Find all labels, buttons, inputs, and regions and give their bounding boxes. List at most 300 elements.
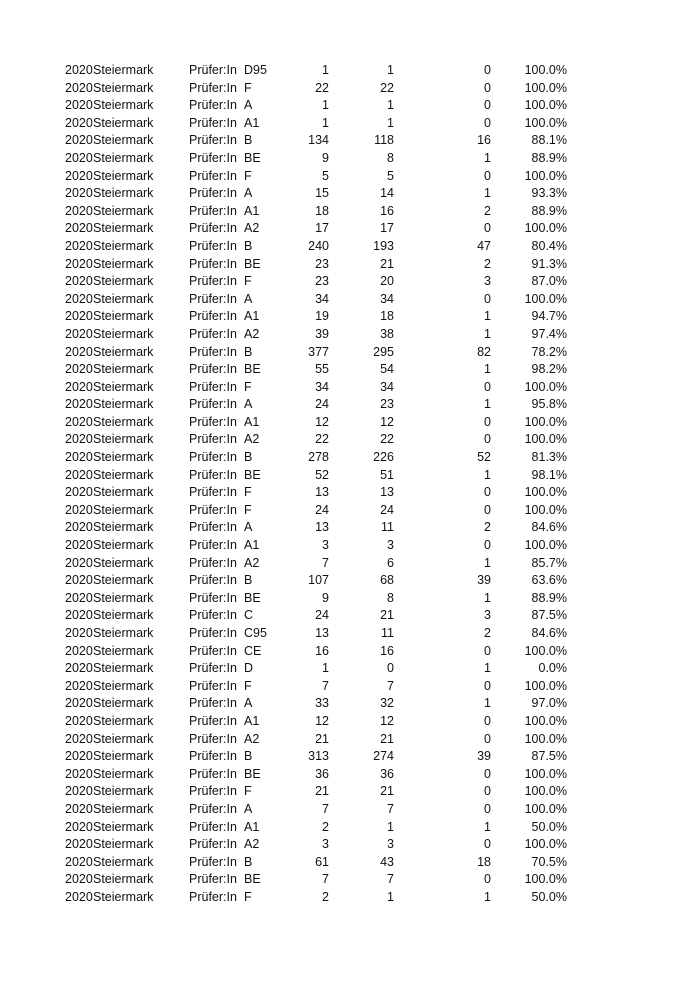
role-cell: Prüfer:In <box>189 608 237 623</box>
failed-count-cell: 1 <box>484 590 491 605</box>
table-row <box>0 150 700 168</box>
role-cell: Prüfer:In <box>189 344 237 359</box>
license-class-cell: A1 <box>244 538 260 553</box>
role-cell: Prüfer:In <box>189 520 237 535</box>
role-cell: Prüfer:In <box>189 256 237 271</box>
year-cell: 2020 <box>65 819 93 834</box>
pass-rate-cell: 100.0% <box>524 837 567 852</box>
year-cell: 2020 <box>65 573 93 588</box>
table-row <box>0 889 700 907</box>
year-cell: 2020 <box>65 678 93 693</box>
region-cell: Steiermark <box>93 362 154 377</box>
total-count-cell: 1 <box>322 661 329 676</box>
year-cell: 2020 <box>65 643 93 658</box>
year-cell: 2020 <box>65 467 93 482</box>
table-row <box>0 801 700 819</box>
role-cell: Prüfer:In <box>189 168 237 183</box>
failed-count-cell: 0 <box>484 713 491 728</box>
failed-count-cell: 1 <box>484 150 491 165</box>
table-row <box>0 572 700 590</box>
table-row <box>0 132 700 150</box>
license-class-cell: A <box>244 186 253 201</box>
role-cell: Prüfer:In <box>189 819 237 834</box>
total-count-cell: 21 <box>315 784 329 799</box>
license-class-cell: A1 <box>244 819 260 834</box>
region-cell: Steiermark <box>93 379 154 394</box>
failed-count-cell: 39 <box>477 749 491 764</box>
table-row <box>0 220 700 238</box>
passed-count-cell: 13 <box>380 485 394 500</box>
failed-count-cell: 3 <box>484 274 491 289</box>
license-class-cell: C <box>244 608 254 623</box>
total-count-cell: 3 <box>322 837 329 852</box>
total-count-cell: 52 <box>315 467 329 482</box>
passed-count-cell: 11 <box>381 626 394 640</box>
table-row <box>0 484 700 502</box>
table-row <box>0 168 700 186</box>
total-count-cell: 240 <box>308 238 329 253</box>
table-row <box>0 203 700 221</box>
region-cell: Steiermark <box>93 608 154 623</box>
region-cell: Steiermark <box>93 784 154 799</box>
region-cell: Steiermark <box>93 678 154 693</box>
table-row <box>0 643 700 661</box>
role-cell: Prüfer:In <box>189 766 237 781</box>
failed-count-cell: 0 <box>484 221 491 236</box>
failed-count-cell: 52 <box>477 450 491 465</box>
year-cell: 2020 <box>65 238 93 253</box>
pass-rate-cell: 100.0% <box>524 731 567 746</box>
passed-count-cell: 118 <box>374 133 394 148</box>
pass-rate-cell: 100.0% <box>524 784 567 799</box>
year-cell: 2020 <box>65 98 93 113</box>
region-cell: Steiermark <box>93 186 154 201</box>
license-class-cell: F <box>244 678 252 693</box>
role-cell: Prüfer:In <box>189 309 237 324</box>
region-cell: Steiermark <box>93 168 154 183</box>
region-cell: Steiermark <box>93 450 154 465</box>
pass-rate-cell: 50.0% <box>531 889 567 904</box>
license-class-cell: C95 <box>244 626 267 640</box>
table-row <box>0 783 700 801</box>
year-cell: 2020 <box>65 115 93 130</box>
pass-rate-cell: 100.0% <box>524 538 567 553</box>
year-cell: 2020 <box>65 713 93 728</box>
role-cell: Prüfer:In <box>189 801 237 816</box>
total-count-cell: 313 <box>308 749 329 764</box>
table-row <box>0 537 700 555</box>
pass-rate-cell: 84.6% <box>531 626 567 640</box>
year-cell: 2020 <box>65 590 93 605</box>
passed-count-cell: 5 <box>387 168 394 183</box>
region-cell: Steiermark <box>93 749 154 764</box>
license-class-cell: A2 <box>244 326 260 341</box>
total-count-cell: 23 <box>315 274 329 289</box>
pass-rate-cell: 100.0% <box>524 221 567 236</box>
year-cell: 2020 <box>65 256 93 271</box>
license-class-cell: A <box>244 98 253 113</box>
year-cell: 2020 <box>65 362 93 377</box>
year-cell: 2020 <box>65 749 93 764</box>
failed-count-cell: 1 <box>484 696 491 711</box>
license-class-cell: F <box>244 784 252 799</box>
region-cell: Steiermark <box>93 661 154 676</box>
role-cell: Prüfer:In <box>189 854 237 869</box>
table-row <box>0 607 700 625</box>
table-row <box>0 625 700 643</box>
failed-count-cell: 3 <box>484 608 491 623</box>
total-count-cell: 9 <box>322 590 329 605</box>
failed-count-cell: 0 <box>484 678 491 693</box>
total-count-cell: 107 <box>308 573 329 588</box>
table-row <box>0 115 700 133</box>
table-row <box>0 291 700 309</box>
passed-count-cell: 0 <box>387 661 394 676</box>
region-cell: Steiermark <box>93 150 154 165</box>
role-cell: Prüfer:In <box>189 626 237 640</box>
pass-rate-cell: 100.0% <box>524 98 567 113</box>
failed-count-cell: 0 <box>484 379 491 394</box>
pass-rate-cell: 94.7% <box>531 309 567 324</box>
table-row <box>0 431 700 449</box>
failed-count-cell: 39 <box>477 573 491 588</box>
passed-count-cell: 22 <box>380 432 394 447</box>
role-cell: Prüfer:In <box>189 696 237 711</box>
failed-count-cell: 82 <box>477 344 491 359</box>
passed-count-cell: 24 <box>380 502 394 517</box>
table-row <box>0 854 700 872</box>
license-class-cell: F <box>244 502 252 517</box>
region-cell: Steiermark <box>93 889 154 904</box>
table-row <box>0 660 700 678</box>
failed-count-cell: 0 <box>484 731 491 746</box>
role-cell: Prüfer:In <box>189 678 237 693</box>
table-row <box>0 695 700 713</box>
pass-rate-cell: 88.1% <box>531 133 567 148</box>
license-class-cell: A <box>244 801 253 816</box>
region-cell: Steiermark <box>93 766 154 781</box>
passed-count-cell: 38 <box>380 326 394 341</box>
table-row <box>0 396 700 414</box>
passed-count-cell: 8 <box>387 590 394 605</box>
passed-count-cell: 6 <box>387 555 394 570</box>
failed-count-cell: 0 <box>484 643 491 658</box>
table-row <box>0 238 700 256</box>
region-cell: Steiermark <box>93 502 154 517</box>
year-cell: 2020 <box>65 485 93 500</box>
year-cell: 2020 <box>65 186 93 201</box>
year-cell: 2020 <box>65 168 93 183</box>
passed-count-cell: 32 <box>380 696 394 711</box>
passed-count-cell: 226 <box>373 450 394 465</box>
table-row <box>0 80 700 98</box>
pass-rate-cell: 95.8% <box>531 397 567 412</box>
license-class-cell: A2 <box>244 221 260 236</box>
pass-rate-cell: 84.6% <box>531 520 567 535</box>
total-count-cell: 7 <box>322 801 329 816</box>
role-cell: Prüfer:In <box>189 397 237 412</box>
role-cell: Prüfer:In <box>189 555 237 570</box>
role-cell: Prüfer:In <box>189 502 237 517</box>
failed-count-cell: 1 <box>484 661 491 676</box>
year-cell: 2020 <box>65 432 93 447</box>
data-table <box>0 62 700 907</box>
failed-count-cell: 1 <box>484 326 491 341</box>
failed-count-cell: 0 <box>484 63 491 77</box>
role-cell: Prüfer:In <box>189 643 237 658</box>
failed-count-cell: 1 <box>484 362 491 377</box>
failed-count-cell: 0 <box>484 115 491 130</box>
pass-rate-cell: 97.4% <box>531 326 567 341</box>
failed-count-cell: 1 <box>484 467 491 482</box>
total-count-cell: 13 <box>315 520 329 535</box>
region-cell: Steiermark <box>93 713 154 728</box>
pass-rate-cell: 100.0% <box>524 502 567 517</box>
failed-count-cell: 0 <box>484 766 491 781</box>
passed-count-cell: 54 <box>380 362 394 377</box>
role-cell: Prüfer:In <box>189 713 237 728</box>
total-count-cell: 18 <box>315 203 329 218</box>
year-cell: 2020 <box>65 502 93 517</box>
region-cell: Steiermark <box>93 221 154 236</box>
pass-rate-cell: 88.9% <box>531 203 567 218</box>
license-class-cell: B <box>244 133 253 148</box>
passed-count-cell: 193 <box>373 238 394 253</box>
total-count-cell: 2 <box>322 889 329 904</box>
total-count-cell: 2 <box>322 819 329 834</box>
passed-count-cell: 16 <box>380 643 394 658</box>
license-class-cell: F <box>244 168 252 183</box>
pass-rate-cell: 100.0% <box>524 414 567 429</box>
year-cell: 2020 <box>65 133 93 148</box>
license-class-cell: A1 <box>244 203 260 218</box>
region-cell: Steiermark <box>93 573 154 588</box>
year-cell: 2020 <box>65 766 93 781</box>
role-cell: Prüfer:In <box>189 485 237 500</box>
role-cell: Prüfer:In <box>189 837 237 852</box>
role-cell: Prüfer:In <box>189 186 237 201</box>
total-count-cell: 33 <box>315 696 329 711</box>
year-cell: 2020 <box>65 274 93 289</box>
license-class-cell: A1 <box>244 713 260 728</box>
region-cell: Steiermark <box>93 115 154 130</box>
total-count-cell: 7 <box>322 678 329 693</box>
passed-count-cell: 16 <box>380 203 394 218</box>
total-count-cell: 12 <box>315 713 329 728</box>
failed-count-cell: 1 <box>484 889 491 904</box>
license-class-cell: F <box>244 485 252 500</box>
total-count-cell: 24 <box>315 608 329 623</box>
failed-count-cell: 0 <box>484 538 491 553</box>
failed-count-cell: 18 <box>477 854 491 869</box>
region-cell: Steiermark <box>93 397 154 412</box>
year-cell: 2020 <box>65 203 93 218</box>
year-cell: 2020 <box>65 538 93 553</box>
pass-rate-cell: 98.2% <box>531 362 567 377</box>
year-cell: 2020 <box>65 837 93 852</box>
table-row <box>0 502 700 520</box>
license-class-cell: D <box>244 661 254 676</box>
table-row <box>0 361 700 379</box>
role-cell: Prüfer:In <box>189 379 237 394</box>
region-cell: Steiermark <box>93 133 154 148</box>
license-class-cell: BE <box>244 590 261 605</box>
year-cell: 2020 <box>65 291 93 306</box>
passed-count-cell: 43 <box>380 854 394 869</box>
passed-count-cell: 3 <box>387 538 394 553</box>
pass-rate-cell: 78.2% <box>531 344 567 359</box>
license-class-cell: B <box>244 238 253 253</box>
passed-count-cell: 7 <box>387 801 394 816</box>
total-count-cell: 24 <box>315 502 329 517</box>
year-cell: 2020 <box>65 397 93 412</box>
passed-count-cell: 3 <box>387 837 394 852</box>
failed-count-cell: 0 <box>484 291 491 306</box>
year-cell: 2020 <box>65 309 93 324</box>
total-count-cell: 36 <box>315 766 329 781</box>
license-class-cell: A <box>244 696 253 711</box>
pass-rate-cell: 87.5% <box>531 749 567 764</box>
failed-count-cell: 1 <box>484 555 491 570</box>
license-class-cell: A1 <box>244 309 260 324</box>
year-cell: 2020 <box>65 414 93 429</box>
total-count-cell: 12 <box>315 414 329 429</box>
failed-count-cell: 1 <box>484 819 491 834</box>
license-class-cell: BE <box>244 150 261 165</box>
total-count-cell: 1 <box>322 63 329 77</box>
failed-count-cell: 0 <box>484 502 491 517</box>
pass-rate-cell: 100.0% <box>524 115 567 130</box>
passed-count-cell: 14 <box>380 186 394 201</box>
passed-count-cell: 68 <box>380 573 394 588</box>
region-cell: Steiermark <box>93 643 154 658</box>
total-count-cell: 1 <box>322 115 329 130</box>
year-cell: 2020 <box>65 326 93 341</box>
total-count-cell: 22 <box>315 432 329 447</box>
total-count-cell: 34 <box>315 291 329 306</box>
passed-count-cell: 1 <box>387 63 394 77</box>
total-count-cell: 39 <box>315 326 329 341</box>
year-cell: 2020 <box>65 696 93 711</box>
license-class-cell: D95 <box>244 63 267 77</box>
region-cell: Steiermark <box>93 63 154 77</box>
table-row <box>0 748 700 766</box>
total-count-cell: 15 <box>315 186 329 201</box>
region-cell: Steiermark <box>93 80 154 95</box>
year-cell: 2020 <box>65 608 93 623</box>
passed-count-cell: 1 <box>387 115 394 130</box>
pass-rate-cell: 100.0% <box>524 872 567 887</box>
pass-rate-cell: 88.9% <box>531 590 567 605</box>
table-row <box>0 713 700 731</box>
total-count-cell: 278 <box>308 450 329 465</box>
role-cell: Prüfer:In <box>189 784 237 799</box>
license-class-cell: B <box>244 749 253 764</box>
role-cell: Prüfer:In <box>189 872 237 887</box>
table-row <box>0 871 700 889</box>
passed-count-cell: 1 <box>387 98 394 113</box>
year-cell: 2020 <box>65 801 93 816</box>
passed-count-cell: 34 <box>380 291 394 306</box>
pass-rate-cell: 88.9% <box>531 150 567 165</box>
passed-count-cell: 22 <box>380 80 394 95</box>
pass-rate-cell: 85.7% <box>531 555 567 570</box>
failed-count-cell: 2 <box>484 203 491 218</box>
role-cell: Prüfer:In <box>189 749 237 764</box>
role-cell: Prüfer:In <box>189 467 237 482</box>
year-cell: 2020 <box>65 784 93 799</box>
passed-count-cell: 12 <box>380 414 394 429</box>
total-count-cell: 377 <box>308 344 329 359</box>
table-row <box>0 555 700 573</box>
pass-rate-cell: 93.3% <box>531 186 567 201</box>
passed-count-cell: 11 <box>381 520 394 535</box>
failed-count-cell: 0 <box>484 872 491 887</box>
table-row <box>0 326 700 344</box>
pass-rate-cell: 0.0% <box>538 661 567 676</box>
passed-count-cell: 21 <box>380 608 394 623</box>
pass-rate-cell: 100.0% <box>524 801 567 816</box>
passed-count-cell: 12 <box>380 713 394 728</box>
total-count-cell: 22 <box>315 80 329 95</box>
pass-rate-cell: 70.5% <box>531 854 567 869</box>
total-count-cell: 61 <box>315 854 329 869</box>
failed-count-cell: 2 <box>484 626 491 640</box>
role-cell: Prüfer:In <box>189 661 237 676</box>
total-count-cell: 55 <box>315 362 329 377</box>
pass-rate-cell: 100.0% <box>524 766 567 781</box>
failed-count-cell: 0 <box>484 414 491 429</box>
role-cell: Prüfer:In <box>189 291 237 306</box>
license-class-cell: A <box>244 520 253 535</box>
role-cell: Prüfer:In <box>189 573 237 588</box>
total-count-cell: 13 <box>315 626 329 640</box>
license-class-cell: BE <box>244 467 261 482</box>
table-row <box>0 62 700 80</box>
year-cell: 2020 <box>65 150 93 165</box>
table-row <box>0 449 700 467</box>
failed-count-cell: 0 <box>484 98 491 113</box>
table-row <box>0 379 700 397</box>
failed-count-cell: 0 <box>484 168 491 183</box>
failed-count-cell: 1 <box>484 397 491 412</box>
failed-count-cell: 16 <box>477 133 491 148</box>
region-cell: Steiermark <box>93 626 154 640</box>
table-row <box>0 344 700 362</box>
pass-rate-cell: 100.0% <box>524 291 567 306</box>
total-count-cell: 17 <box>315 221 329 236</box>
table-row <box>0 273 700 291</box>
total-count-cell: 16 <box>315 643 329 658</box>
region-cell: Steiermark <box>93 291 154 306</box>
year-cell: 2020 <box>65 80 93 95</box>
region-cell: Steiermark <box>93 538 154 553</box>
total-count-cell: 13 <box>315 485 329 500</box>
failed-count-cell: 0 <box>484 432 491 447</box>
table-row <box>0 308 700 326</box>
total-count-cell: 7 <box>322 872 329 887</box>
total-count-cell: 19 <box>315 309 329 324</box>
failed-count-cell: 0 <box>484 801 491 816</box>
pass-rate-cell: 87.5% <box>531 608 567 623</box>
role-cell: Prüfer:In <box>189 450 237 465</box>
total-count-cell: 9 <box>322 150 329 165</box>
year-cell: 2020 <box>65 344 93 359</box>
region-cell: Steiermark <box>93 854 154 869</box>
role-cell: Prüfer:In <box>189 326 237 341</box>
table-row <box>0 519 700 537</box>
pass-rate-cell: 91.3% <box>531 256 567 271</box>
